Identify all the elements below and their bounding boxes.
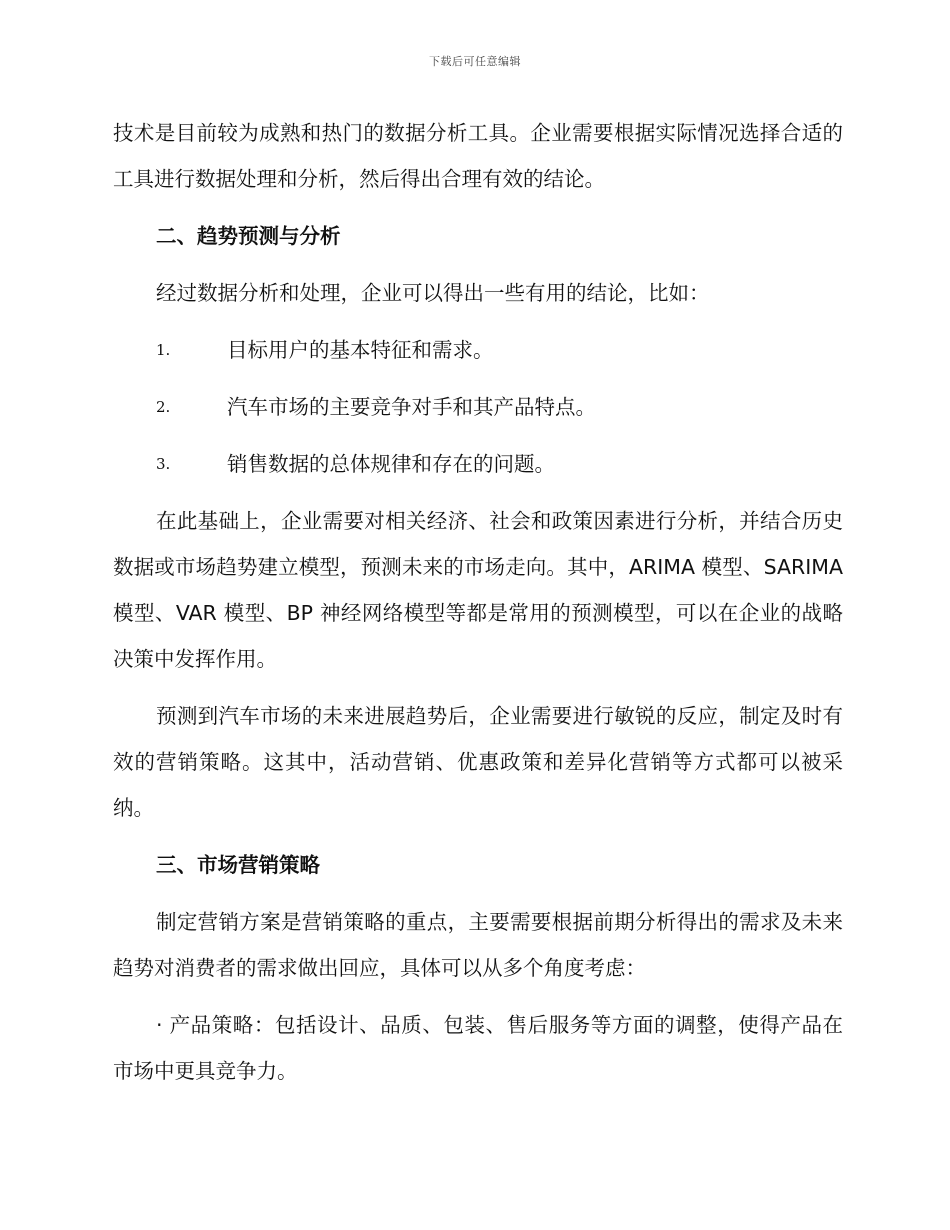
list-item-number: 1.: [156, 341, 171, 359]
page-header: 下载后可任意编辑: [429, 55, 521, 68]
list-item: [113, 441, 843, 487]
list-item: [113, 327, 843, 373]
section-heading-marketing: 三、市场营销策略: [156, 853, 320, 877]
paragraph-response: 预测到汽车市场的未来进展趋势后，企业需要进行敏锐的反应，制定及时有效的营销策略。这其中，活动营销、优惠政策和差异化营销等方式都可以被采纳。: [113, 704, 843, 820]
list-item-text: 销售数据的总体规律和存在的问题。: [227, 452, 555, 476]
list-item-number: 2.: [156, 398, 171, 416]
section-heading-trend: 二、趋势预测与分析: [156, 224, 341, 248]
list-item-text: 汽车市场的主要竞争对手和其产品特点。: [227, 395, 596, 419]
paragraph-product-strategy: · 产品策略：包括设计、品质、包装、售后服务等方面的调整，使得产品在市场中更具竞争力。: [113, 1013, 843, 1083]
paragraph-models: 在此基础上，企业需要对相关经济、社会和政策因素进行分析，并结合历史数据或市场趋势建立模型，预测未来的市场走向。其中，ARIMA 模型、SARIMA 模型、VAR 模型、BP 神经网络模型等都是常用的预测模型，可以在企业的战略决策中发挥作用。: [113, 509, 843, 671]
list-item-number: 3.: [156, 455, 171, 473]
document-body: [113, 110, 843, 1105]
list-item-text: 目标用户的基本特征和需求。: [227, 338, 494, 362]
paragraph-conclusions-lead: 经过数据分析和处理，企业可以得出一些有用的结论，比如：: [156, 281, 710, 305]
list-item: [113, 384, 843, 430]
paragraph-marketing-plan: 制定营销方案是营销策略的重点，主要需要根据前期分析得出的需求及未来趋势对消费者的需求做出回应，具体可以从多个角度考虑：: [113, 910, 843, 980]
paragraph-intro: 技术是目前较为成熟和热门的数据分析工具。企业需要根据实际情况选择合适的工具进行数据处理和分析，然后得出合理有效的结论。: [113, 121, 843, 191]
